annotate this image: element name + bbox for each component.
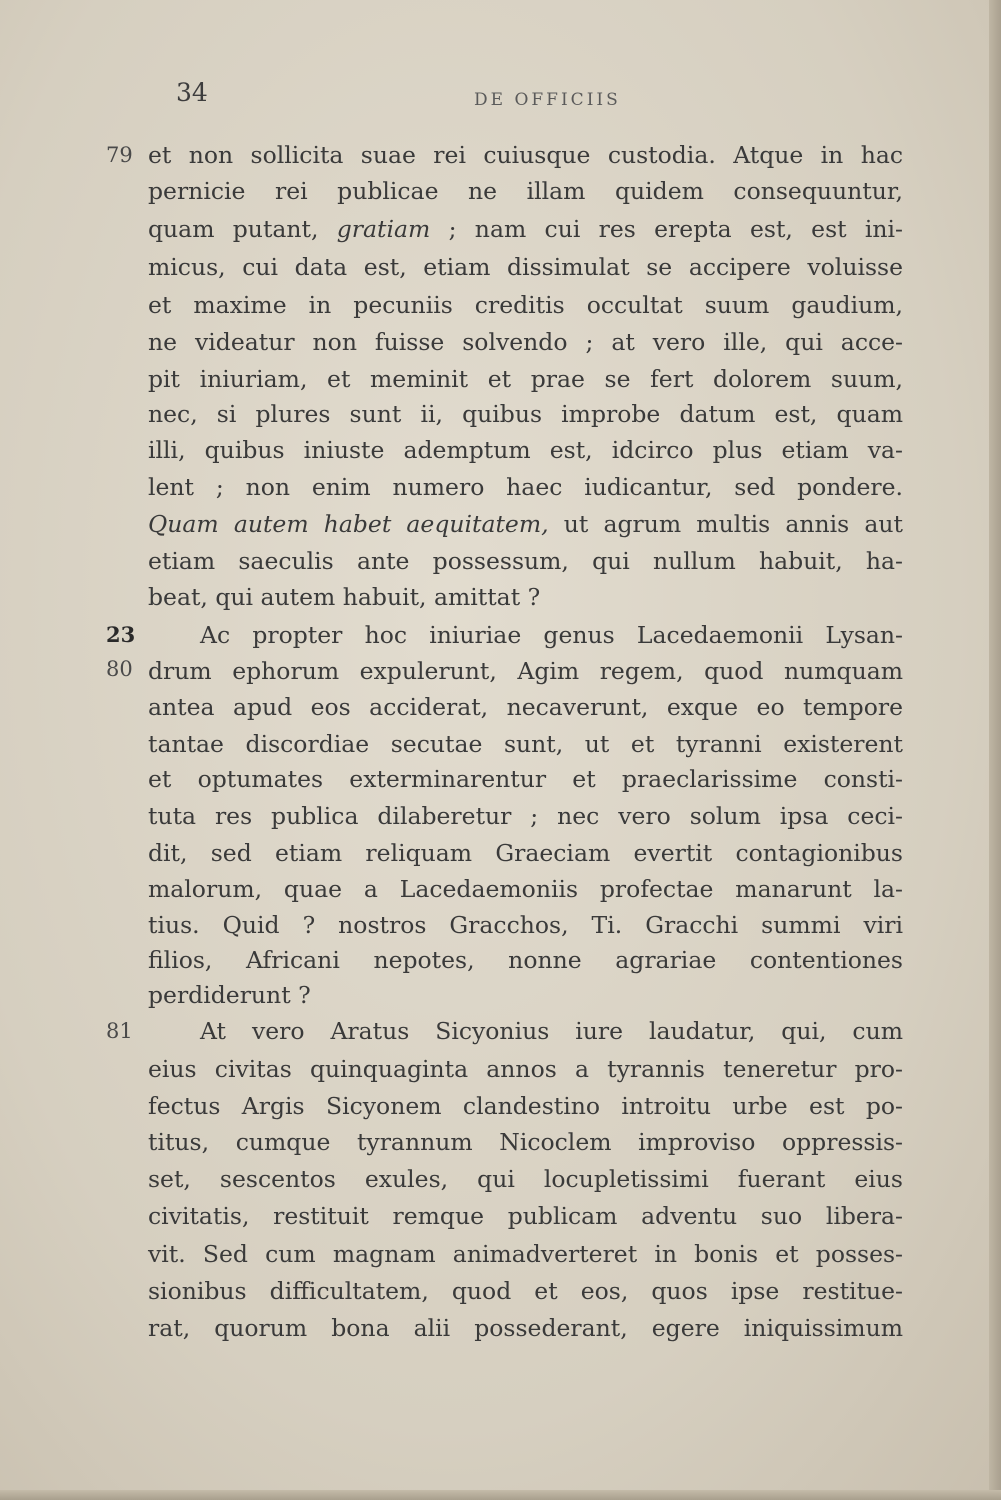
text-line: civitatis, restituit remque publicam adventu suo libera- — [148, 1202, 903, 1230]
text-line: sionibus difficultatem, quod et eos, quos ipse restitue- — [148, 1277, 903, 1305]
text-line: beat, qui autem habuit, amittat ? — [148, 583, 541, 611]
text-line: tantae discordiae secutae sunt, ut et tyranni existerent — [148, 730, 903, 758]
margin-section-81: 81 — [106, 1019, 133, 1043]
text-line: rat, quorum bona alii possederant, egere iniquissimum — [148, 1314, 903, 1342]
text-line: drum ephorum expulerunt, Agim regem, quod numquam — [148, 657, 903, 685]
margin-chapter-23: 23 — [106, 622, 136, 647]
text-segment: quam putant, — [148, 215, 319, 243]
text-line: set, sescentos exules, qui locupletissimi fuerant eius — [148, 1165, 903, 1193]
text-line: tius. Quid ? nostros Gracchos, Ti. Gracchi summi viri — [148, 911, 903, 939]
text-segment: ; nam cui res erepta est, est ini- — [448, 215, 903, 243]
text-line: filios, Africani nepotes, nonne agrariae contentiones — [148, 946, 903, 974]
text-line: illi, quibus iniuste ademptum est, idcirco plus etiam va- — [148, 436, 903, 464]
margin-section-79: 79 — [106, 143, 133, 167]
text-line: ne videatur non fuisse solvendo ; at vero ille, qui acce- — [148, 328, 903, 356]
text-line: malorum, quae a Lacedaemoniis profectae manarunt la- — [148, 875, 903, 903]
text-line: etiam saeculis ante possessum, qui nullum habuit, ha- — [148, 547, 903, 575]
text-line: et non sollicita suae rei cuiusque custodia. Atque in hac — [148, 141, 903, 169]
text-line: pit iniuriam, et meminit et prae se fert dolorem suum, — [148, 365, 903, 393]
text-line: nec, si plures sunt ii, quibus improbe datum est, quam — [148, 400, 903, 428]
text-line: fectus Argis Sicyonem clandestino introitu urbe est po- — [148, 1092, 903, 1120]
text-line: dit, sed etiam reliquam Graeciam evertit contagionibus — [148, 839, 903, 867]
page-edge-bottom — [0, 1490, 1001, 1500]
running-title: DE OFFICIIS — [474, 90, 621, 110]
text-line: Ac propter hoc iniuriae genus Lacedaemonii Lysan- — [200, 621, 903, 649]
text-line: lent ; non enim numero haec iudicantur, sed pondere. — [148, 473, 903, 501]
text-line: eius civitas quinquaginta annos a tyrannis teneretur pro- — [148, 1055, 903, 1083]
text-line: titus, cumque tyrannum Nicoclem improviso oppressis- — [148, 1128, 903, 1156]
text-line: vit. Sed cum magnam animadverteret in bonis et posses- — [148, 1240, 903, 1268]
text-line: tuta res publica dilaberetur ; nec vero solum ipsa ceci- — [148, 802, 903, 830]
margin-section-80: 80 — [106, 657, 133, 681]
text-line: perdiderunt ? — [148, 981, 311, 1009]
italic-phrase: Quam autem habet aequitatem, — [148, 510, 549, 538]
text-line: pernicie rei publicae ne illam quidem consequuntur, — [148, 177, 903, 205]
text-line — [148, 212, 903, 246]
page-edge-right — [989, 0, 1001, 1500]
text-line — [148, 507, 903, 541]
text-segment: ut agrum multis annis aut — [563, 510, 903, 538]
text-line: et maxime in pecuniis creditis occultat suum gaudium, — [148, 291, 903, 319]
text-line: At vero Aratus Sicyonius iure laudatur, qui, cum — [200, 1017, 903, 1045]
page-number: 34 — [176, 78, 208, 107]
italic-phrase: gratiam — [336, 215, 431, 243]
text-line: antea apud eos acciderat, necaverunt, exque eo tempore — [148, 693, 903, 721]
text-line: et optumates exterminarentur et praeclarissime consti- — [148, 765, 903, 793]
text-line: micus, cui data est, etiam dissimulat se accipere voluisse — [148, 253, 903, 281]
